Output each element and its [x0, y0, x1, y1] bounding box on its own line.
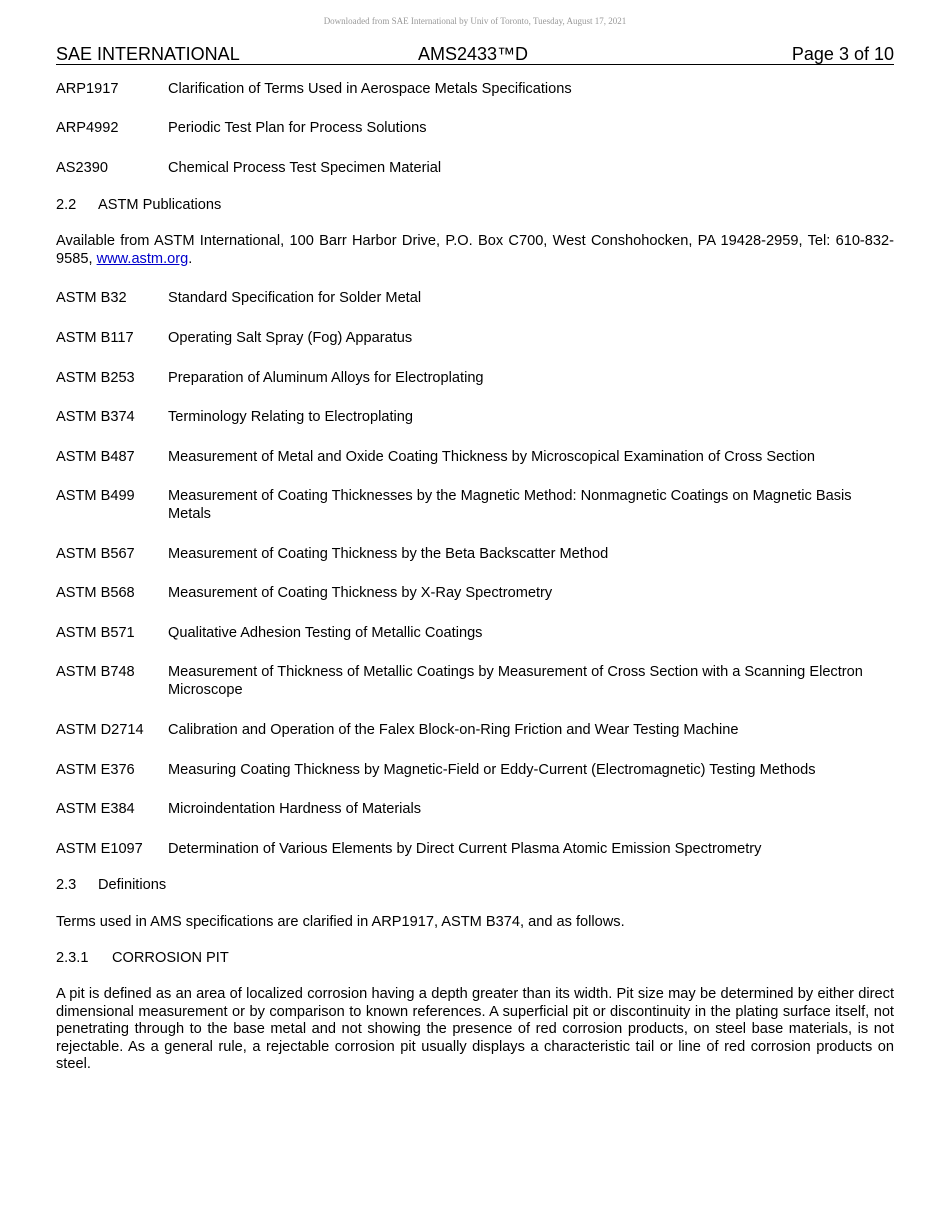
reference-title: Chemical Process Test Specimen Material [168, 160, 442, 176]
reference-title: Calibration and Operation of the Falex Block-on-Ring Friction and Wear Testing Machine [168, 722, 739, 738]
page-header [56, 44, 894, 65]
reference-title: Clarification of Terms Used in Aerospace Metals Specifications [168, 81, 572, 97]
reference-item [56, 289, 894, 307]
reference-item [56, 448, 894, 466]
reference-title: Standard Specification for Solder Metal [168, 290, 422, 306]
reference-item [56, 721, 894, 739]
reference-title: Measurement of Metal and Oxide Coating Thickness by Microscopical Examination of Cross Section [168, 449, 816, 465]
reference-item [56, 545, 894, 563]
reference-item [56, 800, 894, 818]
reference-item [56, 487, 894, 523]
reference-title: Microindentation Hardness of Materials [168, 801, 422, 817]
section-title: CORROSION PIT [112, 950, 229, 966]
availability-end: . [188, 250, 193, 267]
section-title: ASTM Publications [98, 197, 222, 213]
section-title: Definitions [98, 877, 167, 893]
reference-code: ASTM B748 [56, 664, 135, 680]
reference-code: ASTM E384 [56, 801, 135, 817]
section-heading-2-3-1 [56, 949, 229, 967]
reference-code: ARP4992 [56, 120, 119, 136]
astm-availability-paragraph [56, 233, 894, 268]
section-number: 2.3.1 [56, 950, 89, 966]
reference-title: Preparation of Aluminum Alloys for Electroplating [168, 370, 484, 386]
reference-item [56, 408, 894, 426]
reference-code: ARP1917 [56, 81, 119, 97]
reference-code: ASTM B117 [56, 330, 134, 346]
reference-item [56, 119, 894, 137]
reference-title: Measuring Coating Thickness by Magnetic-Field or Eddy-Current (Electromagnetic) Testing Methods [168, 762, 816, 778]
reference-code: ASTM B568 [56, 585, 135, 601]
reference-title: Determination of Various Elements by Direct Current Plasma Atomic Emission Spectrometry [168, 841, 762, 857]
reference-title: Operating Salt Spray (Fog) Apparatus [168, 330, 413, 346]
corrosion-pit-paragraph: A pit is defined as an area of localized corrosion having a depth greater than its width. Pit size may be determined by either direct dimensional measurement or by comparison to known references. A superficial pit or discontinuity in the plating surface itself, not penetrating through to the base metal and not showing the presence of red corrosion products, on steel base materials, is not rejectable. As a general rule, a rejectable corrosion pit usually displays a characteristic tail or line of red corrosion products on steel. [56, 986, 894, 1073]
reference-code: ASTM D2714 [56, 722, 144, 738]
reference-title: Measurement of Thickness of Metallic Coatings by Measurement of Cross Section with a Scanning Electron Microscope [168, 664, 863, 698]
download-watermark: Downloaded from SAE International by Univ of Toronto, Tuesday, August 17, 2021 [323, 16, 627, 26]
reference-item [56, 329, 894, 347]
reference-item [56, 624, 894, 642]
section-heading-2-2 [56, 196, 221, 214]
header-page-number: Page 3 of 10 [791, 44, 894, 64]
reference-code: ASTM B253 [56, 370, 135, 386]
astm-website-link[interactable]: www.astm.org [96, 250, 189, 267]
reference-code: ASTM B32 [56, 290, 127, 306]
reference-item [56, 840, 894, 858]
reference-title: Measurement of Coating Thickness by the Beta Backscatter Method [168, 546, 609, 562]
reference-title: Measurement of Coating Thickness by X-Ray Spectrometry [168, 585, 553, 601]
reference-item [56, 159, 894, 177]
definitions-intro: Terms used in AMS specifications are clarified in ARP1917, ASTM B374, and as follows. [56, 914, 625, 930]
reference-code: ASTM B567 [56, 546, 135, 562]
header-document-id: AMS2433™D [418, 44, 529, 64]
reference-item [56, 80, 894, 98]
reference-code: ASTM B499 [56, 488, 135, 504]
section-number: 2.3 [56, 877, 77, 893]
reference-title: Terminology Relating to Electroplating [168, 409, 413, 425]
reference-title: Periodic Test Plan for Process Solutions [168, 120, 427, 136]
reference-item [56, 584, 894, 602]
reference-code: AS2390 [56, 160, 108, 176]
reference-item [56, 761, 894, 779]
reference-code: ASTM E1097 [56, 841, 143, 857]
reference-code: ASTM B571 [56, 625, 135, 641]
section-heading-2-3 [56, 876, 166, 894]
reference-item [56, 369, 894, 387]
section-number: 2.2 [56, 197, 77, 213]
reference-code: ASTM E376 [56, 762, 135, 778]
reference-code: ASTM B374 [56, 409, 135, 425]
reference-title: Qualitative Adhesion Testing of Metallic Coatings [168, 625, 483, 641]
header-organization: SAE INTERNATIONAL [56, 44, 240, 64]
reference-title: Measurement of Coating Thicknesses by the Magnetic Method: Nonmagnetic Coatings on Magnetic Basis Metals [168, 488, 852, 522]
availability-text: Available from ASTM International, 100 Barr Harbor Drive, P.O. Box C700, West Conshohocken, PA 19428-2959, Tel: 610-832-9585, [56, 233, 894, 267]
reference-code: ASTM B487 [56, 449, 135, 465]
reference-item [56, 663, 894, 699]
